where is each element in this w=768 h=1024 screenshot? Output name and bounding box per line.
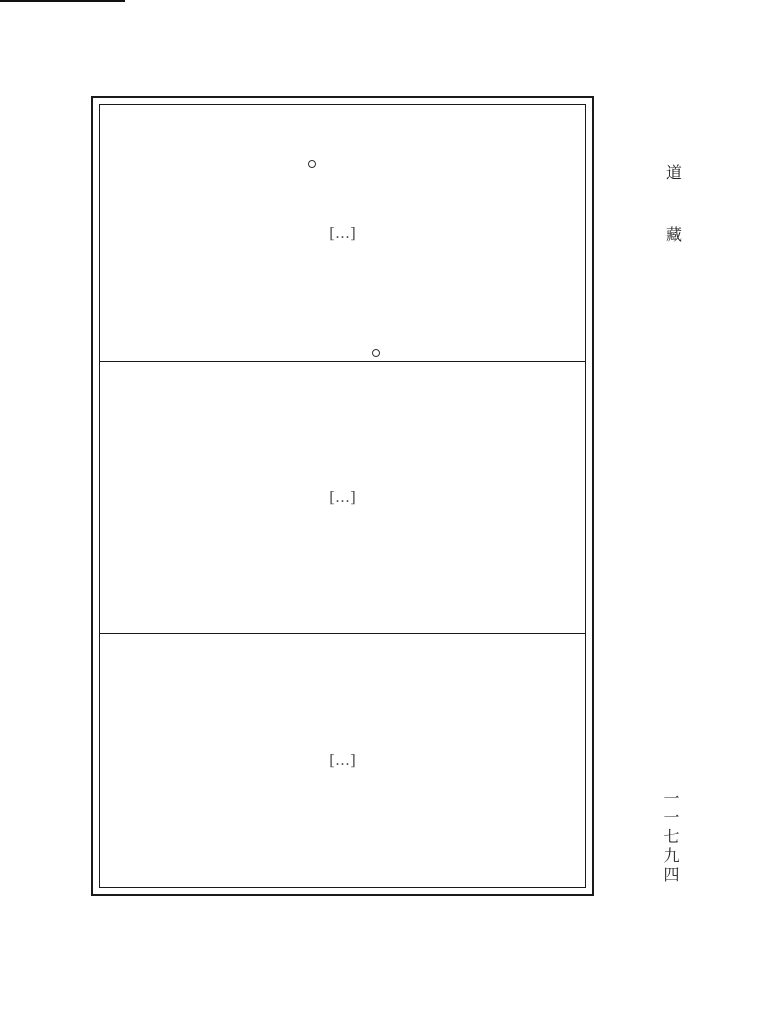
- text-panel-top: [100, 105, 585, 362]
- inner-frame: [99, 104, 586, 888]
- side-label-zang: 藏: [666, 225, 683, 244]
- panel-text: […]: [329, 488, 356, 506]
- side-label-tao: 道: [666, 163, 683, 182]
- text-panel-bottom: [100, 633, 585, 887]
- binding-hole-mark: [372, 349, 380, 357]
- text-panel-middle: [100, 361, 585, 634]
- top-edge-rule: [0, 0, 125, 2]
- panel-text: […]: [329, 224, 356, 242]
- panel-text: […]: [329, 751, 356, 769]
- binding-hole-mark: [308, 160, 316, 168]
- page-number: 一一七九四: [661, 790, 680, 885]
- page-frame: [91, 96, 594, 896]
